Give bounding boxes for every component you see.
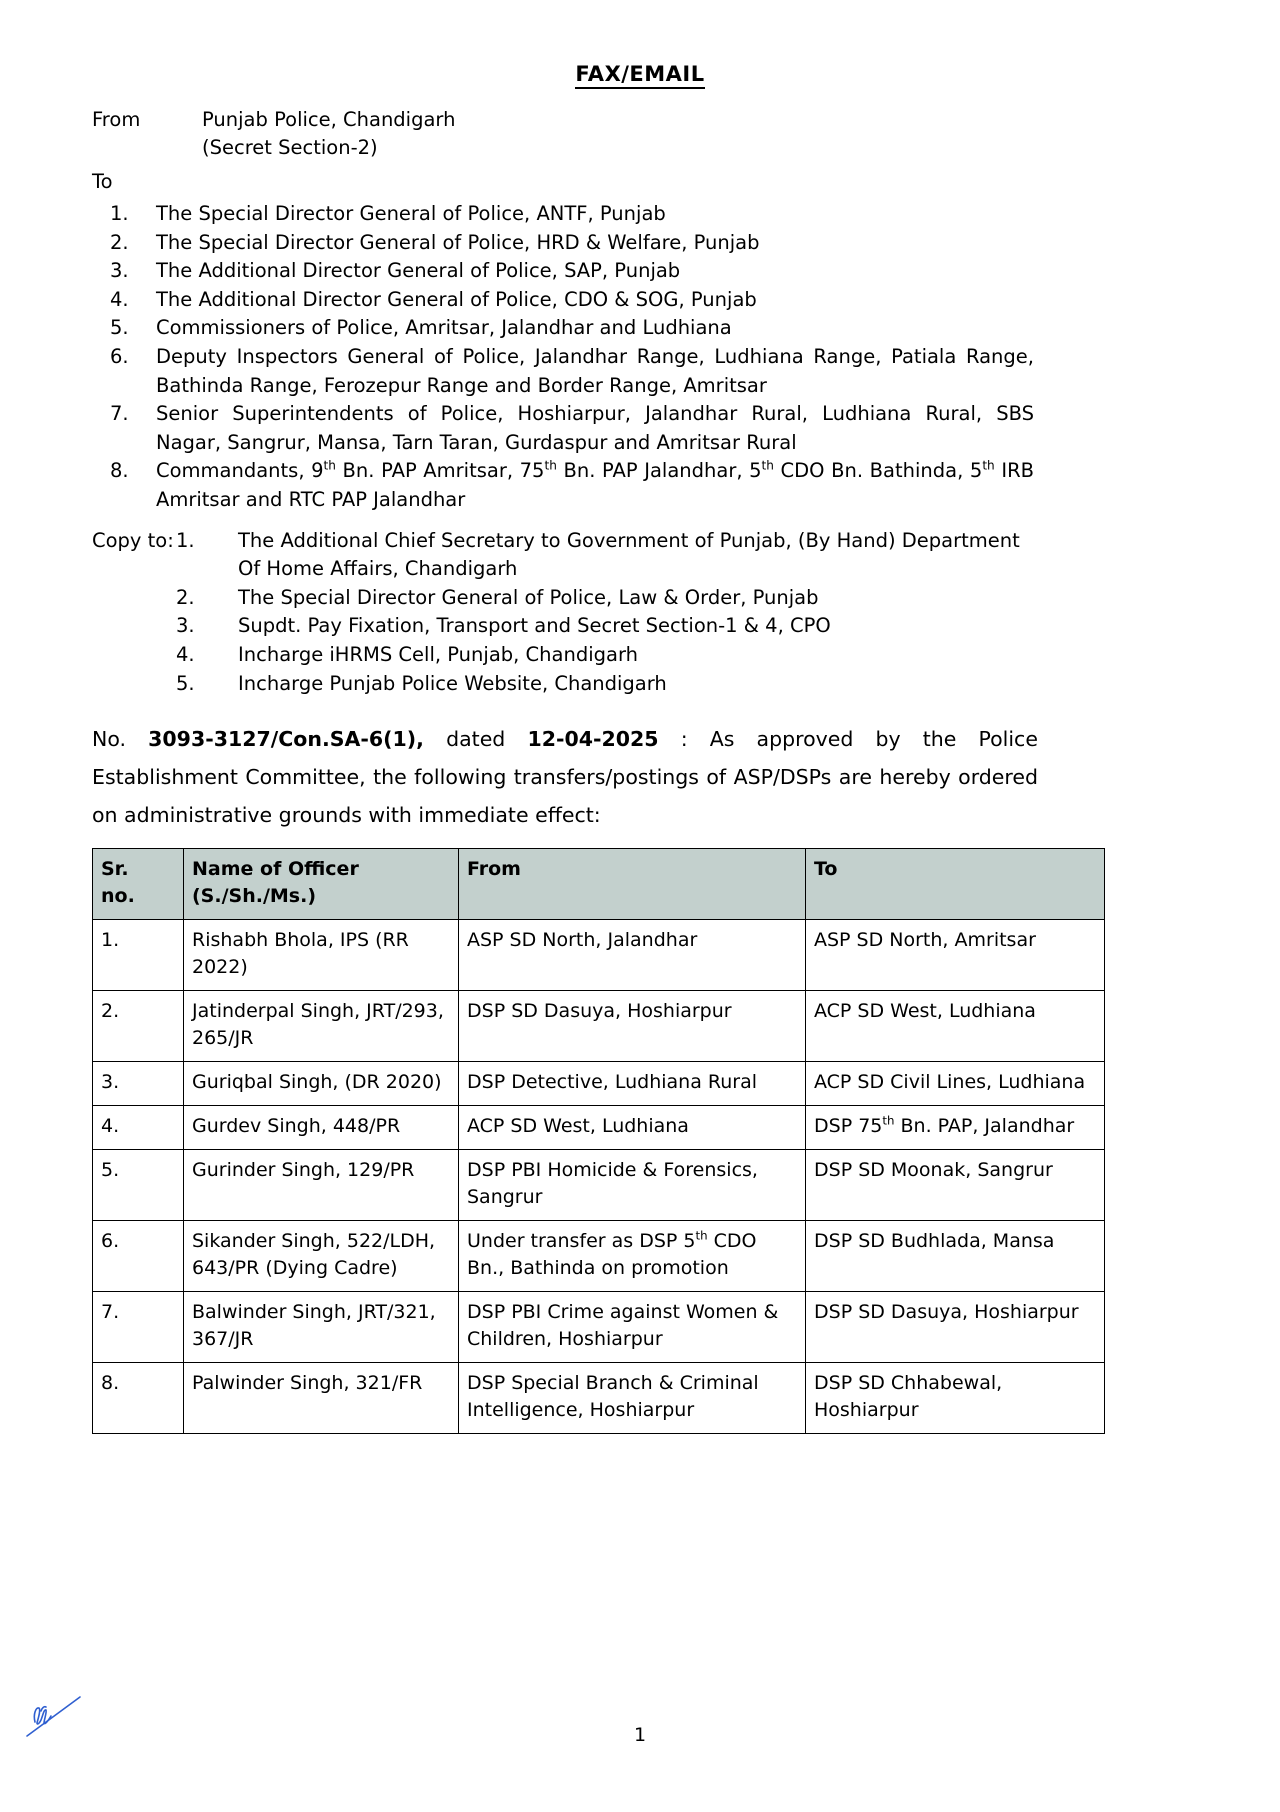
list-item <box>176 612 1038 641</box>
cell-to: DSP 75th Bn. PAP, Jalandhar <box>806 1106 1105 1150</box>
table-row <box>93 1062 1105 1106</box>
from-label: From <box>92 108 141 131</box>
list-item <box>92 343 1038 400</box>
list-item <box>92 257 1038 286</box>
cell-sr-no: 6. <box>93 1221 184 1292</box>
copy-to-number: 4. <box>176 642 195 666</box>
recipient-number: 5. <box>110 316 129 340</box>
cell-officer-name: Sikander Singh, 522/LDH, 643/PR (Dying Cadre) <box>184 1221 459 1292</box>
list-item <box>176 670 1038 699</box>
cell-to: ACP SD Civil Lines, Ludhiana <box>806 1062 1105 1106</box>
recipient-list <box>92 200 1038 515</box>
recipient-number: 2. <box>110 230 129 254</box>
cell-sr-no: 7. <box>93 1292 184 1363</box>
copy-to-list <box>176 527 1038 699</box>
cell-officer-name: Gurinder Singh, 129/PR <box>184 1150 459 1221</box>
list-item <box>176 641 1038 670</box>
sr-header-line2: no. <box>101 885 135 908</box>
copy-to-block <box>92 527 1038 699</box>
recipient-text: Deputy Inspectors General of Police, Jalandhar Range, Ludhiana Range, Patiala Range, Bathinda Range, Ferozepur Range and Border Range, Amritsar <box>156 344 1034 397</box>
from-block <box>92 106 1038 162</box>
cell-to: DSP SD Moonak, Sangrur <box>806 1150 1105 1221</box>
order-no-label: No. <box>92 727 127 752</box>
from-line-1: Punjab Police, Chandigarh <box>202 108 456 131</box>
table-header-row <box>93 849 1105 920</box>
cell-sr-no: 3. <box>93 1062 184 1106</box>
list-item <box>92 286 1038 315</box>
order-date: 12-04-2025 <box>527 727 659 752</box>
cell-from: ACP SD West, Ludhiana <box>459 1106 806 1150</box>
cell-sr-no: 1. <box>93 920 184 991</box>
recipient-number: 6. <box>110 344 129 368</box>
order-dated-label: dated <box>446 727 506 752</box>
table-row <box>93 991 1105 1062</box>
cell-sr-no: 8. <box>93 1363 184 1434</box>
cell-sr-no: 5. <box>93 1150 184 1221</box>
column-header-from: From <box>459 849 806 920</box>
column-header-sr-no <box>93 849 184 920</box>
list-item <box>92 400 1038 457</box>
cell-from: ASP SD North, Jalandhar <box>459 920 806 991</box>
cell-sr-no: 2. <box>93 991 184 1062</box>
cell-from: Under transfer as DSP 5th CDO Bn., Bathinda on promotion <box>459 1221 806 1292</box>
recipient-text: Commandants, 9th Bn. PAP Amritsar, 75th Bn. PAP Jalandhar, 5th CDO Bn. Bathinda, 5th IRB Amritsar and RTC PAP Jalandhar <box>156 458 1034 511</box>
cell-from: DSP PBI Homicide & Forensics, Sangrur <box>459 1150 806 1221</box>
sr-header-line1: Sr. <box>101 858 129 881</box>
list-item <box>176 584 1038 613</box>
cell-to: DSP SD Budhlada, Mansa <box>806 1221 1105 1292</box>
table-row <box>93 1363 1105 1434</box>
table-row <box>93 1292 1105 1363</box>
cell-officer-name: Jatinderpal Singh, JRT/293, 265/JR <box>184 991 459 1062</box>
name-header-line1: Name of Officer <box>192 858 359 881</box>
recipient-text: The Special Director General of Police, HRD & Welfare, Punjab <box>156 230 760 254</box>
cell-officer-name: Balwinder Singh, JRT/321, 367/JR <box>184 1292 459 1363</box>
cell-officer-name: Palwinder Singh, 321/FR <box>184 1363 459 1434</box>
copy-to-text: Supdt. Pay Fixation, Transport and Secret Section-1 & 4, CPO <box>238 614 831 638</box>
copy-to-text: Incharge Punjab Police Website, Chandigarh <box>238 671 667 695</box>
cell-to: DSP SD Chhabewal, Hoshiarpur <box>806 1363 1105 1434</box>
copy-to-text: The Special Director General of Police, Law & Order, Punjab <box>238 585 819 609</box>
recipient-number: 4. <box>110 287 129 311</box>
column-header-to: To <box>806 849 1105 920</box>
column-header-name <box>184 849 459 920</box>
order-paragraph <box>92 720 1038 834</box>
cell-to: ACP SD West, Ludhiana <box>806 991 1105 1062</box>
transfer-table <box>92 848 1105 1434</box>
cell-officer-name: Guriqbal Singh, (DR 2020) <box>184 1062 459 1106</box>
cell-from: DSP PBI Crime against Women & Children, Hoshiarpur <box>459 1292 806 1363</box>
from-line-2: (Secret Section-2) <box>202 136 378 159</box>
cell-to: ASP SD North, Amritsar <box>806 920 1105 991</box>
copy-to-text: The Additional Chief Secretary to Government of Punjab, (By Hand) Department Of Home Affairs, Chandigarh <box>238 528 1020 581</box>
list-item <box>92 457 1038 514</box>
table-row <box>93 1221 1105 1292</box>
page-number: 1 <box>633 1724 647 1746</box>
cell-officer-name: Rishabh Bhola, IPS (RR 2022) <box>184 920 459 991</box>
copy-to-label: Copy to: <box>92 528 174 552</box>
cell-officer-name: Gurdev Singh, 448/PR <box>184 1106 459 1150</box>
document-body <box>92 0 1086 1434</box>
recipient-text: The Additional Director General of Police, CDO & SOG, Punjab <box>156 287 757 311</box>
recipient-number: 3. <box>110 259 129 283</box>
cell-from: DSP Special Branch & Criminal Intelligence, Hoshiarpur <box>459 1363 806 1434</box>
list-item <box>92 229 1038 258</box>
copy-to-number: 1. <box>176 528 195 552</box>
recipient-number: 1. <box>110 202 129 225</box>
list-item <box>176 527 1038 584</box>
copy-to-text: Incharge iHRMS Cell, Punjab, Chandigarh <box>238 642 638 666</box>
recipient-number: 8. <box>110 459 129 483</box>
page-title-text: FAX/EMAIL <box>575 62 704 89</box>
recipient-number: 7. <box>110 402 129 426</box>
table-row <box>93 920 1105 991</box>
copy-to-number: 2. <box>176 585 195 609</box>
cell-from: DSP SD Dasuya, Hoshiarpur <box>459 991 806 1062</box>
list-item <box>92 200 1038 229</box>
copy-to-number: 3. <box>176 614 195 638</box>
to-label: To <box>92 170 113 193</box>
cell-sr-no: 4. <box>93 1106 184 1150</box>
list-item <box>92 314 1038 343</box>
recipient-text: The Special Director General of Police, ANTF, Punjab <box>156 202 666 225</box>
name-header-line2: (S./Sh./Ms.) <box>192 885 317 908</box>
from-address <box>202 106 455 162</box>
recipient-text: Commissioners of Police, Amritsar, Jalandhar and Ludhiana <box>156 316 732 340</box>
table-body <box>93 920 1105 1434</box>
table-header <box>93 849 1105 920</box>
table-row <box>93 1150 1105 1221</box>
table-row <box>93 1106 1105 1150</box>
recipient-text: Senior Superintendents of Police, Hoshiarpur, Jalandhar Rural, Ludhiana Rural, SBS Nagar, Sangrur, Mansa, Tarn Taran, Gurdaspur and Amritsar Rural <box>156 402 1034 454</box>
order-reference-number: 3093-3127/Con.SA-6(1), <box>148 727 424 752</box>
recipient-text: The Additional Director General of Police, SAP, Punjab <box>156 259 681 283</box>
copy-to-number: 5. <box>176 671 195 695</box>
order-body-text: : As approved by the Police Establishment Committee, the following transfers/postings of ASP/DSPs are hereby ordered on administrative grounds with immediate effect: <box>92 727 1038 828</box>
cell-from: DSP Detective, Ludhiana Rural <box>459 1062 806 1106</box>
cell-to: DSP SD Dasuya, Hoshiarpur <box>806 1292 1105 1363</box>
